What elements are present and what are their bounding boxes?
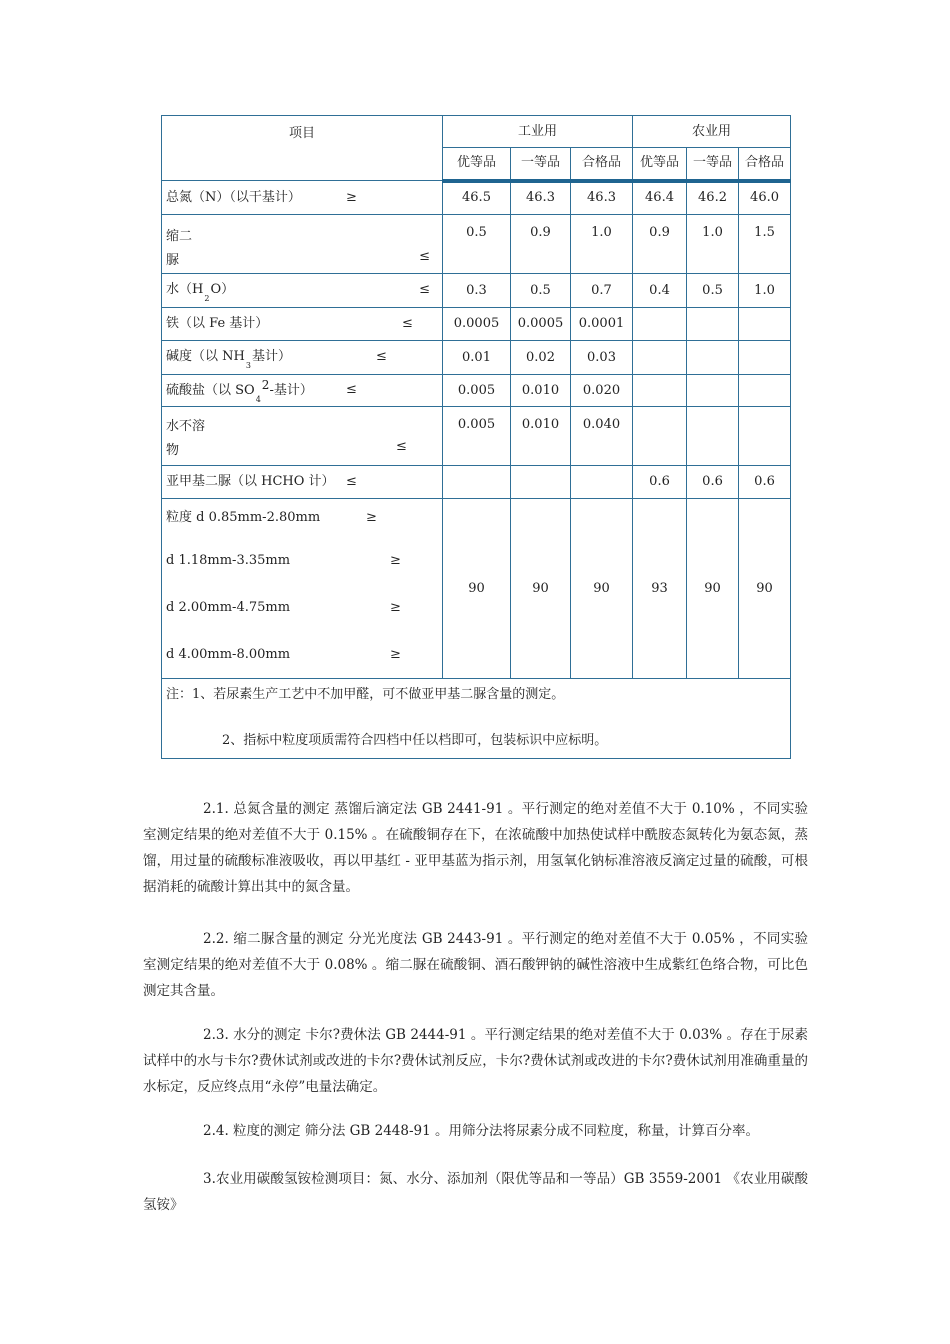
le-sign: ≤ bbox=[376, 349, 387, 364]
table-cell bbox=[739, 341, 791, 375]
table-cell: 1.0 bbox=[687, 215, 739, 274]
table-cell: 0.5 bbox=[511, 274, 571, 308]
le-sign: ≤ bbox=[396, 439, 407, 454]
table-row bbox=[162, 466, 791, 499]
ge-sign: ≥ bbox=[390, 600, 401, 615]
table-cell: 46.3 bbox=[511, 181, 571, 215]
table-cell: 0.9 bbox=[633, 215, 687, 274]
table-cell: 0.0005 bbox=[443, 308, 511, 341]
header-industrial: 工业用 bbox=[443, 116, 633, 148]
table-row bbox=[162, 215, 791, 274]
table-cell: 90 bbox=[571, 499, 633, 679]
paragraph-ammonium-bicarbonate: 3.农业用碳酸氢铵检测项目：氮、水分、添加剂（限优等品和一等品）GB 3559-2001 《农业用碳酸氢铵》 bbox=[143, 1171, 808, 1213]
table-cell: 0.9 bbox=[511, 215, 571, 274]
row-label-granularity: 粒度 d 0.85mm-2.80mm ≥ d 1.18mm-3.35mm ≥ d 2.00mm-4.75mm ≥ d 4.00mm-8.00mm ≥ bbox=[162, 499, 443, 679]
le-sign: ≤ bbox=[346, 381, 357, 397]
note-line-1: 注：1、若尿素生产工艺中不加甲醛，可不做亚甲基二脲含量的测定。 bbox=[166, 687, 565, 702]
table-cell: 0.0005 bbox=[511, 308, 571, 341]
table-cell: 0.040 bbox=[571, 407, 633, 466]
table-cell: 0.7 bbox=[571, 274, 633, 308]
le-sign: ≤ bbox=[402, 316, 413, 331]
table-cell: 0.02 bbox=[511, 341, 571, 375]
header-agricultural: 农业用 bbox=[633, 116, 791, 148]
table-cell: 93 bbox=[633, 499, 687, 679]
urea-spec-table bbox=[161, 115, 791, 759]
grade-header: 优等品 bbox=[443, 148, 511, 181]
table-cell bbox=[687, 375, 739, 407]
table-cell bbox=[687, 407, 739, 466]
table-cell: 0.03 bbox=[571, 341, 633, 375]
table-row bbox=[162, 341, 791, 375]
le-sign: ≤ bbox=[419, 249, 430, 264]
row-label-methylene-diurea: 亚甲基二脲（以 HCHO 计） ≤ bbox=[162, 466, 443, 499]
table-cell bbox=[633, 308, 687, 341]
row-label-iron: 铁（以 Fe 基计） ≤ bbox=[162, 308, 443, 341]
table-cell: 0.5 bbox=[443, 215, 511, 274]
table-cell bbox=[739, 407, 791, 466]
paragraph-granularity-test: 2.4. 粒度的测定 筛分法 GB 2448-91 。用筛分法将尿素分成不同粒度，称量，计算百分率。 bbox=[203, 1123, 760, 1139]
table-cell: 0.020 bbox=[571, 375, 633, 407]
table-cell: 0.5 bbox=[687, 274, 739, 308]
table-row bbox=[162, 375, 791, 407]
table-row bbox=[162, 407, 791, 466]
le-sign: ≤ bbox=[419, 282, 430, 297]
table-cell: 0.01 bbox=[443, 341, 511, 375]
table-cell: 0.0001 bbox=[571, 308, 633, 341]
ge-sign: ≥ bbox=[390, 553, 401, 568]
ge-sign: ≥ bbox=[346, 189, 357, 205]
table-cell: 0.6 bbox=[739, 466, 791, 499]
table-cell: 0.010 bbox=[511, 375, 571, 407]
row-label-water: 水$(H_2O)$ ≤ bbox=[162, 274, 443, 308]
table-cell bbox=[511, 466, 571, 499]
table-cell: 0.010 bbox=[511, 407, 571, 466]
table-cell bbox=[739, 375, 791, 407]
table-cell: 0.6 bbox=[633, 466, 687, 499]
table-cell: 90 bbox=[443, 499, 511, 679]
grade-header: 一等品 bbox=[511, 148, 571, 181]
row-label-total-nitrogen: 总氮（N）（以干基计） ≥ bbox=[162, 181, 443, 215]
table-notes-row bbox=[162, 679, 791, 759]
table-cell: 1.0 bbox=[571, 215, 633, 274]
le-sign: ≤ bbox=[346, 474, 357, 489]
table-cell: 0.005 bbox=[443, 407, 511, 466]
table-cell bbox=[633, 375, 687, 407]
table-cell: 46.4 bbox=[633, 181, 687, 215]
table-cell: 90 bbox=[511, 499, 571, 679]
table-cell bbox=[443, 466, 511, 499]
table-cell: 0.4 bbox=[633, 274, 687, 308]
grade-header: 一等品 bbox=[687, 148, 739, 181]
grade-header: 合格品 bbox=[571, 148, 633, 181]
table-cell: 46.3 bbox=[571, 181, 633, 215]
header-item: 项目 bbox=[162, 116, 443, 181]
table-row bbox=[162, 274, 791, 308]
grade-header: 合格品 bbox=[739, 148, 791, 181]
table-cell bbox=[687, 308, 739, 341]
table-row bbox=[162, 308, 791, 341]
note-line-2: 2、指标中粒度项质需符合四档中任以档即可，包装标识中应标明。 bbox=[222, 733, 608, 748]
table-cell: 46.0 bbox=[739, 181, 791, 215]
paragraph-biuret-test: 2.2. 缩二脲含量的测定 分光光度法 GB 2443-91 。平行测定的绝对差值不大于 0.05% ，不同实验室测定结果的绝对差值不大于 0.08% 。缩二脲在硫酸铜、酒石酸钾钠的碱性溶液中生成紫红色络合物，可比色测定其含量。 bbox=[143, 931, 808, 999]
table-cell: 0.005 bbox=[443, 375, 511, 407]
table-cell bbox=[633, 407, 687, 466]
table-cell: 46.5 bbox=[443, 181, 511, 215]
table-cell: 0.6 bbox=[687, 466, 739, 499]
table-cell: 0.3 bbox=[443, 274, 511, 308]
table-row bbox=[162, 499, 791, 679]
paragraph-nitrogen-test: 2.1. 总氮含量的测定 蒸馏后滴定法 GB 2441-91 。平行测定的绝对差值不大于 0.10% ，不同实验室测定结果的绝对差值不大于 0.15% 。在硫酸铜存在下，在浓硫酸中加热使试样中酰胺态氮转化为氨态氮，蒸馏，用过量的硫酸标准液吸收，再以甲基红 - 亚甲基蓝为指示剂，用氢氧化钠标准溶液反滴定过量的硫酸，可根据消耗的硫酸计算出其中的氮含量。 bbox=[143, 801, 808, 895]
table-cell bbox=[633, 341, 687, 375]
table-cell bbox=[571, 466, 633, 499]
table-cell bbox=[739, 308, 791, 341]
row-label-biuret: 缩二 脲 ≤ bbox=[162, 215, 443, 274]
table-cell: 90 bbox=[687, 499, 739, 679]
row-label-sulfate: 硫酸盐（以 $SO_42-$基计） ≤ bbox=[162, 375, 443, 407]
paragraph-water-test: 2.3. 水分的测定 卡尔?费休法 GB 2444-91 。平行测定结果的绝对差值不大于 0.03% 。存在于尿素试样中的水与卡尔?费休试剂或改进的卡尔?费休试剂反应，卡尔?费休试剂或改进的卡尔?费休试剂用准确重量的水标定，反应终点用“永停”电量法确定。 bbox=[143, 1027, 808, 1095]
grade-header: 优等品 bbox=[633, 148, 687, 181]
row-label-alkalinity: 碱度（以 $NH_3$基计） ≤ bbox=[162, 341, 443, 375]
table-cell: 1.5 bbox=[739, 215, 791, 274]
table-notes bbox=[162, 679, 791, 759]
row-label-water-insoluble: 水不溶 物 ≤ bbox=[162, 407, 443, 466]
ge-sign: ≥ bbox=[390, 647, 401, 662]
ge-sign: ≥ bbox=[366, 510, 377, 525]
table-cell: 1.0 bbox=[739, 274, 791, 308]
table-cell: 46.2 bbox=[687, 181, 739, 215]
table-row bbox=[162, 181, 791, 215]
table-cell bbox=[687, 341, 739, 375]
table-cell: 90 bbox=[739, 499, 791, 679]
